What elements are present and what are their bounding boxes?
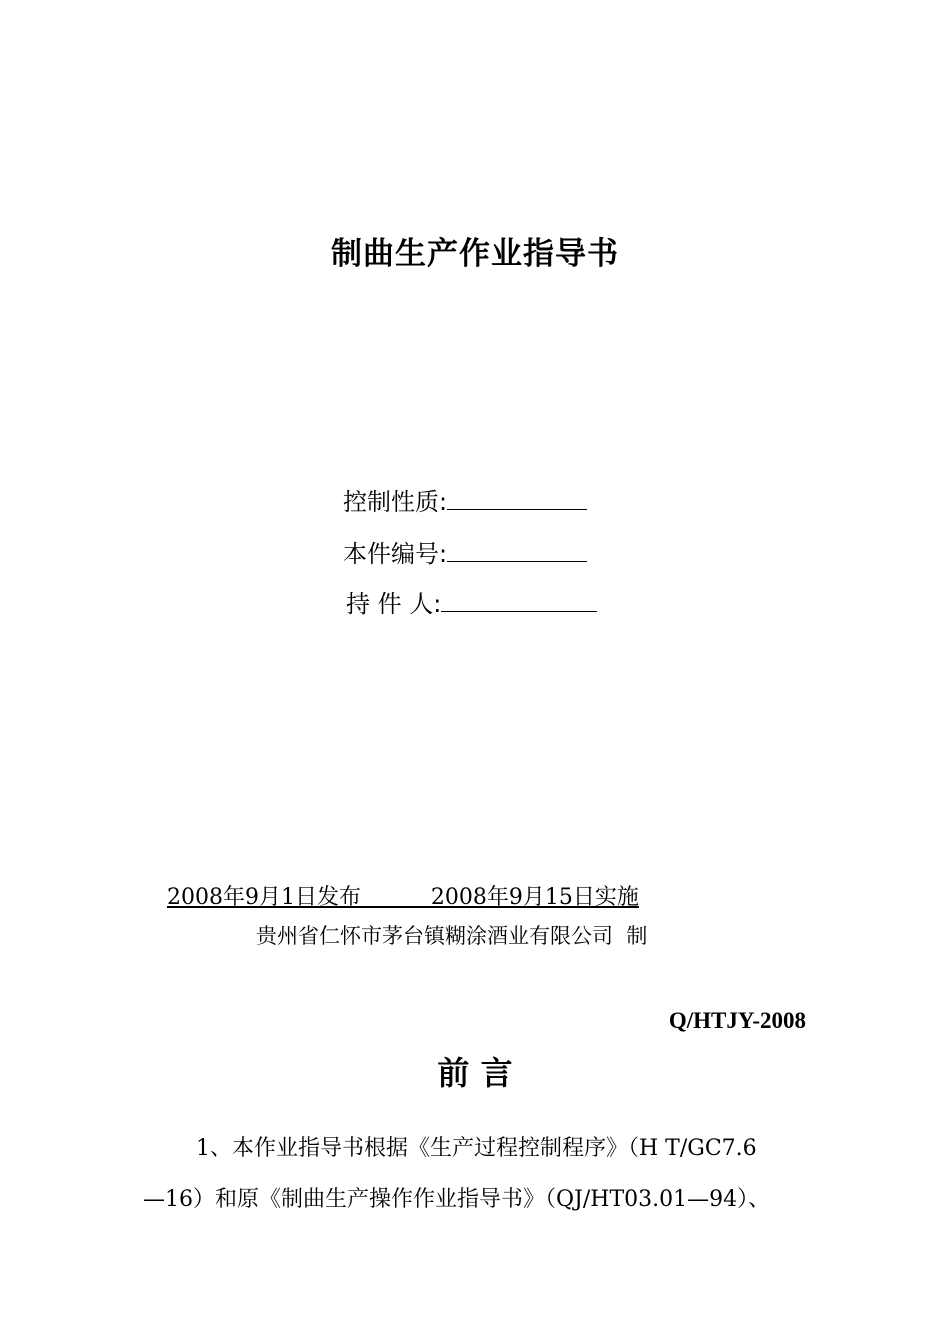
paragraph-line: 1、本作业指导书根据《生产过程控制程序》（H T/GC7.6 [196,1136,757,1161]
issue-dates-line: 2008年9月1日发布 2008年9月15日实施 [167,885,639,910]
field-label: 持 件 人: [346,590,442,618]
section-heading-foreword: 前 言 [437,1054,513,1092]
field-blank-line [441,587,597,612]
document-title: 制曲生产作业指导书 [331,236,619,272]
field-blank-line [447,485,587,510]
field-blank-line [447,537,587,562]
publisher-line: 贵州省仁怀市茅台镇糊涂酒业有限公司 制 [256,924,648,948]
field-holder [346,584,597,619]
field-label: 本件编号: [343,540,448,568]
field-control-nature [343,482,587,517]
field-label: 控制性质: [343,488,448,516]
field-document-number [343,534,587,569]
standard-code: Q/HTJY-2008 [668,1008,806,1033]
paragraph-line: —16）和原《制曲生产操作作业指导书》（QJ/HT03.01—94）、 [143,1187,771,1212]
